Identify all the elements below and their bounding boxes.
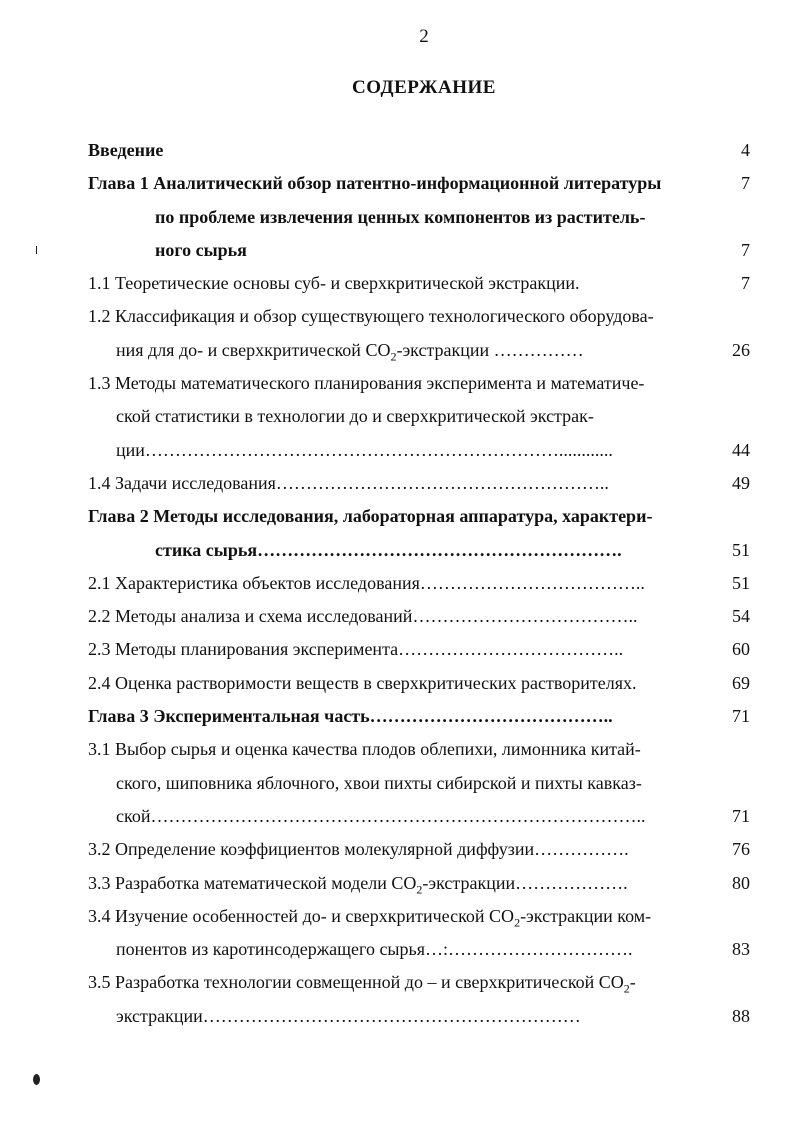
toc-entry-title: 3.5 Разработка технологии совмещенной до – и сверхкритической $CO_2-$ bbox=[88, 972, 636, 997]
toc-entry-page: 26 bbox=[732, 339, 750, 360]
toc-entry bbox=[0, 304, 800, 371]
toc-entry-line bbox=[0, 371, 800, 404]
toc-entry-line bbox=[0, 1004, 800, 1037]
toc-entry-page: 44 bbox=[732, 439, 750, 460]
toc-entry-line bbox=[0, 471, 800, 504]
scan-mark bbox=[33, 1074, 40, 1085]
toc-entry-page: 49 bbox=[732, 472, 750, 493]
toc-entry-title: 2.3 Методы планирования эксперимента……………………………….. bbox=[88, 639, 624, 660]
toc-entry-line bbox=[0, 704, 800, 737]
toc-entry bbox=[0, 904, 800, 971]
toc-entry-line bbox=[0, 970, 800, 1003]
toc-entry-title: 2.1 Характеристика объектов исследования……………………………….. bbox=[88, 572, 645, 593]
toc-entry-title: 1.3 Методы математического планирования эксперимента и математиче- bbox=[88, 373, 645, 394]
toc-entry-line bbox=[0, 438, 800, 471]
toc-entry-title: 3.3 Разработка математической модели $CO_2-экстракции\dots\dots\dots\dots\dots\dots$. bbox=[88, 872, 628, 897]
toc-entry-page: 60 bbox=[732, 639, 750, 660]
toc-entry-page: 80 bbox=[732, 872, 750, 893]
toc-entry-continuation: по проблеме извлечения ценных компонентов из раститель- bbox=[155, 206, 646, 227]
toc-entry-continuation: ского, шиповника яблочного, хвои пихты сибирской и пихты кавказ- bbox=[116, 772, 642, 793]
toc-entry-continuation: ции……………………………………………………………............ bbox=[116, 439, 613, 460]
toc-entry bbox=[0, 871, 800, 904]
toc-entry-line bbox=[0, 171, 800, 204]
toc-entry-page: 83 bbox=[732, 939, 750, 960]
toc-entry-title: Глава 3 Экспериментальная часть………………………………….. bbox=[88, 706, 613, 727]
toc-entry bbox=[0, 637, 800, 670]
toc-entry bbox=[0, 970, 800, 1037]
toc-entry-page: 54 bbox=[732, 606, 750, 627]
page-number: 2 bbox=[419, 26, 429, 47]
toc-entry bbox=[0, 471, 800, 504]
toc-entry-line bbox=[0, 538, 800, 571]
toc-entry-continuation: экстракции……………………………………………………… bbox=[116, 1005, 581, 1026]
toc-entry-line bbox=[0, 238, 800, 271]
toc-entry-page: 71 bbox=[732, 805, 750, 826]
toc-entry-continuation: ного сырья bbox=[155, 239, 247, 260]
toc-entry-title: Глава 1 Аналитический обзор патентно-информационной литературы bbox=[88, 173, 662, 194]
toc-entry-line bbox=[0, 771, 800, 804]
toc-entry-line bbox=[0, 671, 800, 704]
toc-entry-page: 7 bbox=[741, 273, 750, 294]
toc-entry bbox=[0, 571, 800, 604]
toc-entry-page: 7 bbox=[741, 173, 750, 194]
toc-entry bbox=[0, 704, 800, 737]
toc-entry-line bbox=[0, 504, 800, 537]
toc-entry-continuation: ской……………………………………………………………………….. bbox=[116, 805, 646, 826]
toc-entry-continuation: понентов из каротинсодержащего сырья…:…………………………. bbox=[116, 939, 633, 960]
toc-entry-page: 51 bbox=[732, 539, 750, 560]
toc-entry-line bbox=[0, 837, 800, 870]
toc-entry bbox=[0, 371, 800, 471]
toc-entry-title: 1.1 Теоретические основы суб- и сверхкритической экстракции. bbox=[88, 273, 580, 294]
toc-entry-line bbox=[0, 571, 800, 604]
toc-entry-continuation: ния для до- и сверхкритической $CO_2$-экстракции …………… bbox=[116, 339, 584, 364]
toc-entry-title: 3.4 Изучение особенностей до- и сверхкритической $CO_2$-экстракции ком- bbox=[88, 905, 652, 930]
toc-entry bbox=[0, 138, 800, 171]
toc-entry bbox=[0, 504, 800, 571]
toc-entry-line bbox=[0, 904, 800, 937]
toc-entry-line bbox=[0, 937, 800, 970]
toc-title: СОДЕРЖАНИЕ bbox=[352, 77, 496, 98]
toc-entry-page: 69 bbox=[732, 672, 750, 693]
toc-entry bbox=[0, 271, 800, 304]
toc-entry-line bbox=[0, 737, 800, 770]
toc-entry-line bbox=[0, 304, 800, 337]
toc-entry-page: 4 bbox=[741, 140, 750, 160]
toc-entry-continuation: ской статистики в технологии до и сверхкритической экстрак- bbox=[116, 406, 594, 427]
toc-entry-page: 71 bbox=[732, 706, 750, 727]
toc-entry-page: 7 bbox=[741, 239, 750, 260]
toc-entry-title: Глава 2 Методы исследования, лабораторная аппаратура, характери- bbox=[88, 506, 653, 527]
toc-entry-title: 2.4 Оценка растворимости веществ в сверхкритических растворителях. bbox=[88, 672, 637, 693]
toc-entry bbox=[0, 671, 800, 704]
toc-entry bbox=[0, 604, 800, 637]
table-of-contents bbox=[0, 138, 800, 1037]
toc-entry-line bbox=[0, 205, 800, 238]
toc-entry-line bbox=[0, 271, 800, 304]
scan-mark bbox=[36, 246, 37, 254]
toc-entry-page: 88 bbox=[732, 1005, 750, 1026]
toc-entry-line bbox=[0, 404, 800, 437]
toc-entry-line bbox=[0, 637, 800, 670]
toc-entry bbox=[0, 737, 800, 837]
toc-entry-page: 51 bbox=[732, 572, 750, 593]
toc-entry-title: Введение bbox=[88, 140, 164, 160]
toc-entry-line bbox=[0, 338, 800, 371]
toc-entry bbox=[0, 837, 800, 870]
toc-entry-title: 2.2 Методы анализа и схема исследований……………………………….. bbox=[88, 606, 638, 627]
toc-entry-page: 76 bbox=[732, 839, 750, 860]
toc-entry bbox=[0, 171, 800, 271]
toc-entry-title: 3.2 Определение коэффициентов молекулярной диффузии……………. bbox=[88, 839, 629, 860]
toc-entry-title: 1.2 Классификация и обзор существующего технологического оборудова- bbox=[88, 306, 654, 327]
toc-entry-line bbox=[0, 804, 800, 837]
toc-entry-line bbox=[0, 604, 800, 637]
toc-entry-title: 1.4 Задачи исследования……………………………………………….. bbox=[88, 472, 609, 493]
toc-entry-title: 3.1 Выбор сырья и оценка качества плодов облепихи, лимонника китай- bbox=[88, 739, 641, 760]
toc-entry-line bbox=[0, 138, 800, 171]
toc-entry-line bbox=[0, 871, 800, 904]
toc-entry-continuation: стика сырья……………………………………………………. bbox=[155, 539, 622, 560]
